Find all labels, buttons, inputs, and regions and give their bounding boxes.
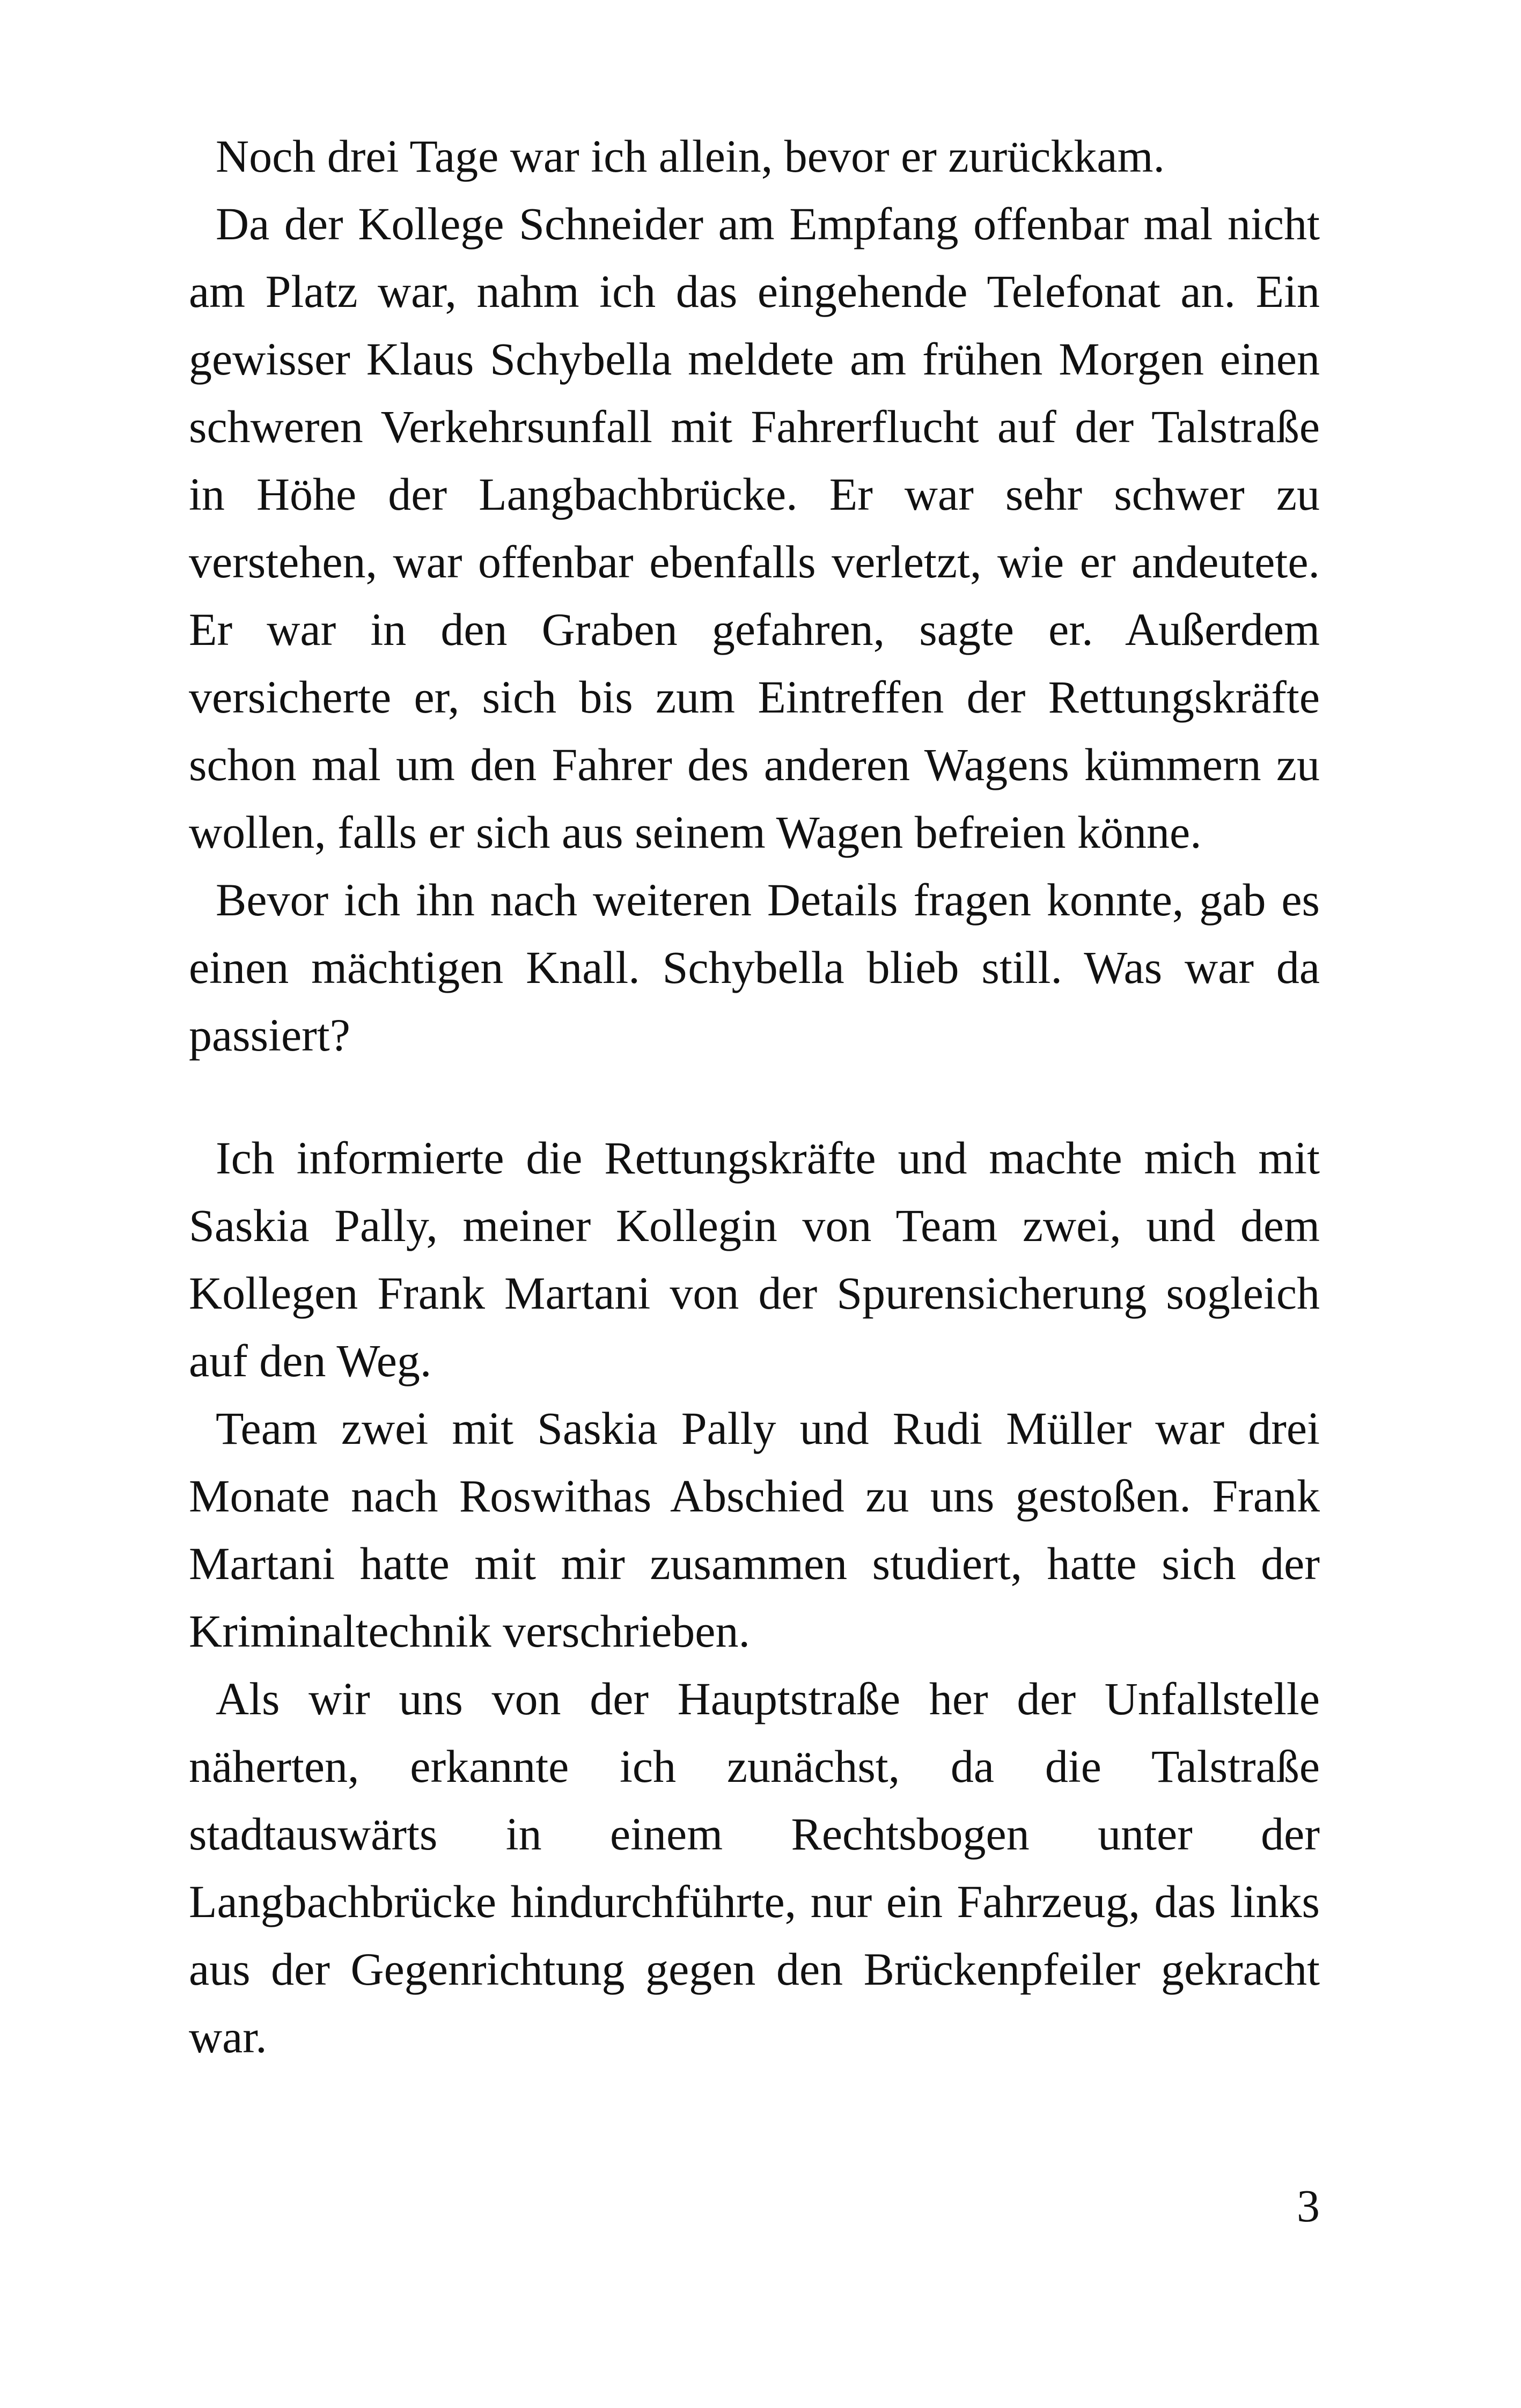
paragraph-6: Als wir uns von der Hauptstraße her der Unfallstelle näherten, erkannte ich zunächst, da die Talstraße stadtauswärts in einem Rechtsbogen unter der Langbachbrücke hindurchführte, nur ein Fahrzeug, das links aus der Gegenrichtung gegen den Brückenpfeiler gekracht war. (189, 1673, 1320, 2062)
paragraph-3: Bevor ich ihn nach weiteren Details fragen konnte, gab es einen mächtigen Knall. Schybella blieb still. Was war da passiert? (189, 874, 1320, 1061)
paragraph-5: Team zwei mit Saskia Pally und Rudi Müller war drei Monate nach Roswithas Abschied zu uns gestoßen. Frank Martani hatte mit mir zusammen studiert, hatte sich der Kriminaltechnik verschrieben. (189, 1403, 1320, 1657)
paragraph-2: Da der Kollege Schneider am Empfang offenbar mal nicht am Platz war, nahm ich das eingehende Telefonat an. Ein gewisser Klaus Schybella meldete am frühen Morgen einen schweren Verkehrsunfall mit Fahrerflucht auf der Talstraße in Höhe der Langbachbrücke. Er war sehr schwer zu verstehen, war offenbar ebenfalls verletzt, wie er andeutete. Er war in den Graben gefahren, sagte er. Außerdem versicherte er, sich bis zum Eintreffen der Rettungskräfte schon mal um den Fahrer des anderen Wagens kümmern zu wollen, falls er sich aus seinem Wagen befreien könne. (189, 198, 1320, 858)
book-page-body (189, 122, 1320, 2071)
paragraph-4: Ich informierte die Rettungskräfte und machte mich mit Saskia Pally, meiner Kollegin von Team zwei, und dem Kollegen Frank Martani von der Spurensicherung sogleich auf den Weg. (189, 1132, 1320, 1386)
page-number: 3 (1297, 2180, 1320, 2231)
paragraph-1: Noch drei Tage war ich allein, bevor er zurückkam. (216, 130, 1165, 182)
section-break (189, 1069, 1320, 1124)
